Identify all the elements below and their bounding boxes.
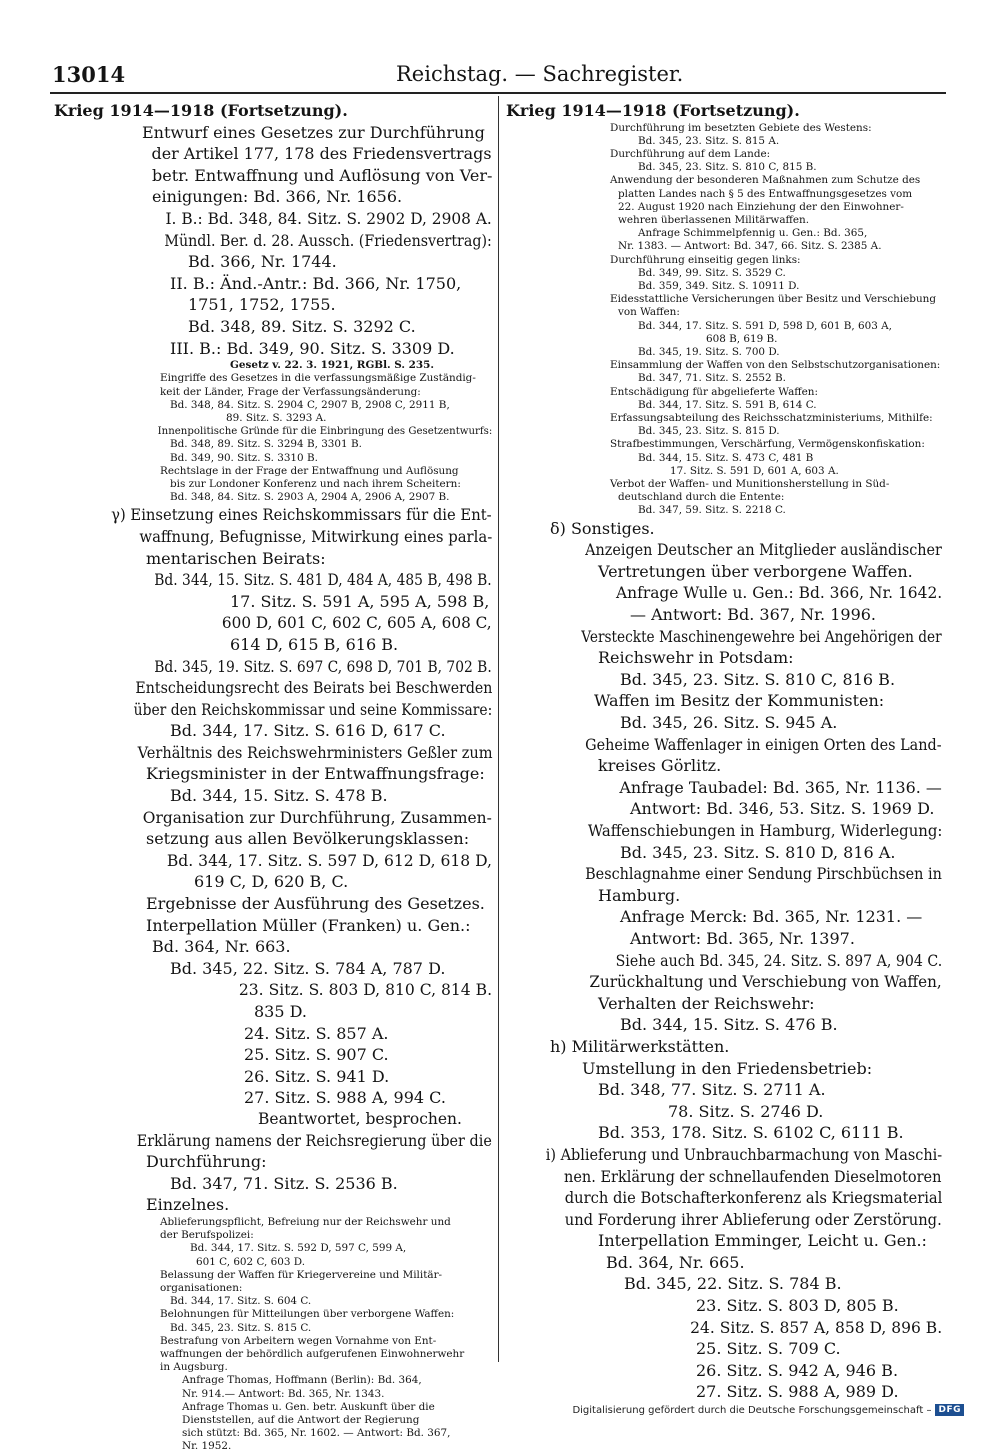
index-line: Antwort: Bd. 346, 53. Sitz. S. 1969 D. — [630, 799, 935, 819]
index-line: nen. Erklärung der schnellaufenden Dieselmotoren — [563, 1166, 942, 1186]
index-line: Bd. 345, 23. Sitz. S. 815 C. — [170, 1321, 312, 1334]
index-line: Bd. 345, 22. Sitz. S. 784 B. — [624, 1274, 842, 1294]
index-line: Bd. 348, 84. Sitz. S. 2904 C, 2907 B, 2908 C, 2911 B, — [170, 398, 450, 411]
page-number: 13014 — [52, 62, 126, 87]
index-line: Mündl. Ber. d. 28. Aussch. (Friedensvertrag): — [164, 230, 492, 250]
index-line: Erfassungsabteilung des Reichsschatzministeriums, Mithilfe: — [610, 412, 933, 425]
index-line: Bd. 366, Nr. 1744. — [188, 252, 337, 272]
index-line: Siehe auch Bd. 345, 24. Sitz. S. 897 A, 904 C. — [615, 950, 943, 970]
index-line: Bd. 345, 23. Sitz. S. 810 C, 816 B. — [620, 669, 896, 689]
index-line: Bestrafung von Arbeitern wegen Vornahme von Ent- — [160, 1334, 437, 1347]
index-line: II. B.: Änd.-Antr.: Bd. 366, Nr. 1750, — [170, 273, 462, 293]
index-line: 78. Sitz. S. 2746 D. — [668, 1101, 824, 1121]
index-line: organisationen: — [160, 1281, 243, 1294]
index-line: Dienststellen, auf die Antwort der Regierung — [182, 1414, 420, 1426]
index-line: Versteckte Maschinengewehre bei Angehörigen der — [581, 626, 942, 646]
index-line: Bd. 344, 17. Sitz. S. 597 D, 612 D, 618 D, — [166, 850, 493, 870]
index-line: Bd. 345, 19. Sitz. S. 700 D. — [638, 346, 780, 359]
index-line: sich stützt: Bd. 365, Nr. 1602. — Antwort: Bd. 367, — [182, 1427, 451, 1440]
index-line: Bd. 344, 17. Sitz. S. 592 D, 597 C, 599 A, — [190, 1242, 407, 1255]
index-line: Durchführung auf dem Lande: — [610, 148, 771, 160]
index-line: 600 D, 601 C, 602 C, 605 A, 608 C, — [221, 613, 492, 633]
index-line: Bd. 344, 17. Sitz. S. 591 D, 598 D, 601 B, 603 A, — [638, 319, 892, 332]
index-line: Rechtslage in der Frage der Entwaffnung und Auflösung — [160, 464, 459, 477]
dfg-logo: DFG — [935, 1404, 964, 1416]
index-line: Innenpolitische Gründe für die Einbringung des Gesetzentwurfs: — [157, 425, 493, 438]
index-line: 1751, 1752, 1755. — [188, 295, 336, 315]
index-line: Durchführung: — [146, 1152, 267, 1172]
index-line: Hamburg. — [598, 885, 681, 905]
index-line: 17. Sitz. S. 591 A, 595 A, 598 B, — [230, 591, 490, 611]
index-line: Beschlagnahme einer Sendung Pirschbüchsen in — [585, 864, 942, 884]
index-line: Bd. 344, 15. Sitz. S. 476 B. — [620, 1015, 838, 1035]
index-line: 24. Sitz. S. 857 A, 858 D, 896 B. — [690, 1317, 943, 1337]
digitization-credit — [572, 1404, 964, 1416]
index-line: h) Militärwerkstätten. — [550, 1036, 730, 1056]
index-line: Durchführung einseitig gegen links: — [610, 253, 801, 266]
index-line: 614 D, 615 B, 616 B. — [230, 634, 399, 654]
index-line: Einsammlung der Waffen von den Selbstschutzorganisationen: — [610, 359, 941, 372]
index-line: Bd. 347, 71. Sitz. S. 2552 B. — [638, 372, 786, 385]
index-line: Bd. 347, 59. Sitz. S. 2218 C. — [638, 504, 786, 517]
index-line: wehren überlassenen Militärwaffen. — [618, 214, 810, 227]
index-line: 27. Sitz. S. 988 A, 994 C. — [244, 1088, 446, 1108]
index-line: Anfrage Thomas, Hoffmann (Berlin): Bd. 364, — [182, 1374, 422, 1387]
index-line: Verbot der Waffen- und Munitionsherstellung in Süd- — [610, 478, 890, 491]
index-line: einigungen: Bd. 366, Nr. 1656. — [152, 187, 403, 207]
index-line: Reichswehr in Potsdam: — [598, 648, 794, 668]
index-line: Bd. 345, 22. Sitz. S. 784 A, 787 D. — [170, 958, 446, 978]
index-line: Bd. 345, 23. Sitz. S. 815 D. — [638, 425, 780, 438]
index-line: Bd. 348, 89. Sitz. S. 3294 B, 3301 B. — [170, 438, 362, 451]
index-line: Bd. 349, 99. Sitz. S. 3529 C. — [638, 266, 786, 279]
index-line: Einzelnes. — [146, 1195, 230, 1215]
index-line: Bd. 345, 26. Sitz. S. 945 A. — [620, 713, 838, 733]
index-line: Erklärung namens der Reichsregierung über die — [136, 1130, 492, 1150]
index-line: i) Ablieferung und Unbrauchbarmachung von Maschi- — [545, 1144, 943, 1164]
index-line: waffnung, Befugnisse, Mitwirkung eines parla- — [139, 526, 493, 546]
index-line: Belohnungen für Mitteilungen über verborgene Waffen: — [160, 1308, 455, 1321]
index-line: 27. Sitz. S. 988 A, 989 D. — [696, 1382, 899, 1402]
index-line: mentarischen Beirats: — [146, 548, 326, 568]
index-line: Nr. 1383. — Antwort: Bd. 347, 66. Sitz. S. 2385 A. — [618, 240, 882, 253]
index-line: Bd. 359, 349. Sitz. S. 10911 D. — [638, 280, 800, 293]
index-line: Strafbestimmungen, Verschärfung, Vermögenskonfiskation: — [610, 438, 925, 451]
index-line: Verhältnis des Reichswehrministers Geßler zum — [137, 742, 493, 762]
index-line: Durchführung im besetzten Gebiete des Westens: — [610, 121, 872, 134]
index-line: setzung aus allen Bevölkerungsklassen: — [146, 829, 470, 849]
index-line: durch die Botschafterkonferenz als Kriegsmaterial — [564, 1188, 943, 1208]
index-line: Bd. 348, 89. Sitz. S. 3292 C. — [188, 316, 416, 336]
index-line: Bd. 348, 84. Sitz. S. 2903 A, 2904 A, 2906 A, 2907 B. — [170, 491, 450, 504]
index-line: Anfrage Schimmelpfennig u. Gen.: Bd. 365, — [638, 227, 868, 240]
index-line: Eidesstattliche Versicherungen über Besitz und Verschiebung — [610, 293, 936, 306]
index-line: Krieg 1914—1918 (Fortsetzung). — [506, 101, 800, 120]
index-line: der Artikel 177, 178 des Friedensvertrags — [151, 144, 492, 164]
index-line: Zurückhaltung und Verschiebung von Waffen, — [589, 972, 942, 992]
index-line: Bd. 349, 90. Sitz. S. 3310 B. — [170, 451, 318, 464]
index-line: 619 C, D, 620 B, C. — [194, 872, 349, 892]
index-line: Anwendung der besonderen Maßnahmen zum Schutze des — [610, 174, 921, 187]
right-column — [506, 100, 942, 1403]
index-line: der Berufspolizei: — [160, 1229, 254, 1242]
index-line: 608 B, 619 B. — [706, 332, 778, 345]
index-line: Waffen im Besitz der Kommunisten: — [594, 691, 885, 711]
index-line: 24. Sitz. S. 857 A. — [244, 1023, 389, 1043]
index-line: Ablieferungspflicht, Befreiung nur der Reichswehr und — [160, 1215, 451, 1228]
index-line: Bd. 345, 19. Sitz. S. 697 C, 698 D, 701 B, 702 B. — [154, 656, 492, 676]
index-line: Umstellung in den Friedensbetrieb: — [582, 1058, 873, 1078]
index-line: Bd. 353, 178. Sitz. S. 6102 C, 6111 B. — [598, 1123, 904, 1143]
index-line: Belassung der Waffen für Kriegervereine und Militär- — [160, 1268, 443, 1281]
index-line: Entwurf eines Gesetzes zur Durchführung — [142, 122, 485, 142]
index-line: Anzeigen Deutscher an Mitglieder ausländischer — [585, 540, 942, 560]
index-line: deutschland durch die Entente: — [618, 491, 785, 504]
index-line: Bd. 345, 23. Sitz. S. 810 D, 816 A. — [620, 842, 896, 862]
index-line: Interpellation Emminger, Leicht u. Gen.: — [598, 1231, 927, 1251]
index-line: Eingriffe des Gesetzes in die verfassungsmäßige Zuständig- — [160, 372, 476, 385]
index-line: 17. Sitz. S. 591 D, 601 A, 603 A. — [670, 464, 839, 477]
index-line: Anfrage Thomas u. Gen. betr. Auskunft über die — [182, 1400, 435, 1413]
index-line: I. B.: Bd. 348, 84. Sitz. S. 2902 D, 2908 A. — [165, 208, 492, 228]
index-line: Entschädigung für abgelieferte Waffen: — [610, 385, 818, 398]
index-line: und Forderung ihrer Ablieferung oder Zerstörung. — [564, 1209, 942, 1229]
index-line: in Augsburg. — [160, 1361, 228, 1374]
index-line: Nr. 1952. — [182, 1440, 232, 1453]
index-line: Ergebnisse der Ausführung des Gesetzes. — [146, 894, 485, 914]
index-line: 25. Sitz. S. 907 C. — [244, 1045, 389, 1065]
credit-text: Digitalisierung gefördert durch die Deutsche Forschungsgemeinschaft – — [572, 1404, 932, 1416]
index-line: Verhalten der Reichswehr: — [598, 993, 815, 1013]
index-line: 26. Sitz. S. 941 D. — [244, 1066, 390, 1086]
index-line: Bd. 344, 15. Sitz. S. 481 D, 484 A, 485 B, 498 B. — [154, 570, 492, 590]
index-line: Bd. 345, 23. Sitz. S. 815 A. — [638, 134, 780, 147]
index-line: Interpellation Müller (Franken) u. Gen.: — [146, 915, 471, 935]
index-line: Krieg 1914—1918 (Fortsetzung). — [54, 101, 348, 120]
index-line: Bd. 364, Nr. 665. — [606, 1252, 745, 1272]
index-line: 25. Sitz. S. 709 C. — [696, 1339, 841, 1359]
index-line: 26. Sitz. S. 942 A, 946 B. — [696, 1360, 899, 1380]
index-line: Kriegsminister in der Entwaffnungsfrage: — [146, 764, 485, 784]
index-line: 601 C, 602 C, 603 D. — [196, 1255, 306, 1268]
left-column — [54, 100, 492, 1454]
header-rule — [50, 92, 946, 94]
index-line: Vertretungen über verborgene Waffen. — [598, 561, 913, 581]
index-line: keit der Länder, Frage der Verfassungsänderung: — [160, 385, 421, 398]
index-line: 89. Sitz. S. 3293 A. — [226, 411, 327, 424]
index-line: Bd. 364, Nr. 663. — [152, 937, 291, 957]
index-line: — Antwort: Bd. 367, Nr. 1996. — [630, 605, 877, 625]
index-line: Bd. 344, 17. Sitz. S. 591 B, 614 C. — [638, 398, 817, 411]
index-line: Anfrage Merck: Bd. 365, Nr. 1231. — — [620, 907, 923, 927]
index-line: bis zur Londoner Konferenz und nach ihrem Scheitern: — [170, 477, 461, 490]
index-line: γ) Einsetzung eines Reichskommissars für die Ent- — [111, 505, 492, 525]
index-line: 22. August 1920 nach Einziehung der den Einwohner- — [618, 200, 904, 213]
index-line: platten Landes nach § 5 des Entwaffnungsgesetzes vom — [618, 187, 913, 200]
index-line: Geheime Waffenlager in einigen Orten des Land- — [585, 734, 942, 754]
index-line: Gesetz v. 22. 3. 1921, RGBl. S. 235. — [230, 359, 434, 372]
index-line: Bd. 345, 23. Sitz. S. 810 C, 815 B. — [638, 161, 817, 174]
index-line: über den Reichskommissar und seine Kommissare: — [133, 699, 493, 719]
index-line: δ) Sonstiges. — [550, 518, 655, 538]
index-line: Entscheidungsrecht des Beirats bei Beschwerden — [135, 678, 493, 698]
index-line: waffnungen der behördlich aufgerufenen Einwohnerwehr — [160, 1347, 465, 1360]
index-line: Bd. 344, 15. Sitz. S. 478 B. — [170, 786, 388, 806]
index-line: Bd. 347, 71. Sitz. S. 2536 B. — [170, 1173, 398, 1193]
index-line: Bd. 344, 17. Sitz. S. 616 D, 617 C. — [170, 721, 446, 741]
index-line: Antwort: Bd. 365, Nr. 1397. — [630, 928, 855, 948]
column-divider — [498, 96, 499, 1362]
index-line: Anfrage Taubadel: Bd. 365, Nr. 1136. — — [619, 777, 942, 797]
index-line: III. B.: Bd. 349, 90. Sitz. S. 3309 D. — [170, 338, 455, 358]
index-line: Organisation zur Durchführung, Zusammen- — [142, 807, 492, 827]
running-title: Reichstag. — Sachregister. — [396, 62, 684, 86]
index-line: betr. Entwaffnung und Auflösung von Ver- — [152, 165, 493, 185]
index-line: Anfrage Wulle u. Gen.: Bd. 366, Nr. 1642. — [616, 583, 943, 603]
index-line: Waffenschiebungen in Hamburg, Widerlegung: — [587, 821, 943, 840]
index-line: kreises Görlitz. — [598, 756, 722, 776]
index-line: Bd. 348, 77. Sitz. S. 2711 A. — [598, 1080, 826, 1100]
index-line: Beantwortet, besprochen. — [258, 1109, 462, 1128]
index-line: von Waffen: — [618, 306, 680, 319]
index-line: Bd. 344, 15. Sitz. S. 473 C, 481 B — [638, 451, 814, 464]
index-line: 835 D. — [254, 1002, 307, 1022]
index-line: 23. Sitz. S. 803 D, 810 C, 814 B. — [238, 980, 493, 1000]
index-line: 23. Sitz. S. 803 D, 805 B. — [696, 1296, 899, 1316]
index-line: Bd. 344, 17. Sitz. S. 604 C. — [170, 1295, 312, 1308]
index-line: Nr. 914.— Antwort: Bd. 365, Nr. 1343. — [182, 1387, 385, 1400]
page-header — [0, 58, 1000, 98]
